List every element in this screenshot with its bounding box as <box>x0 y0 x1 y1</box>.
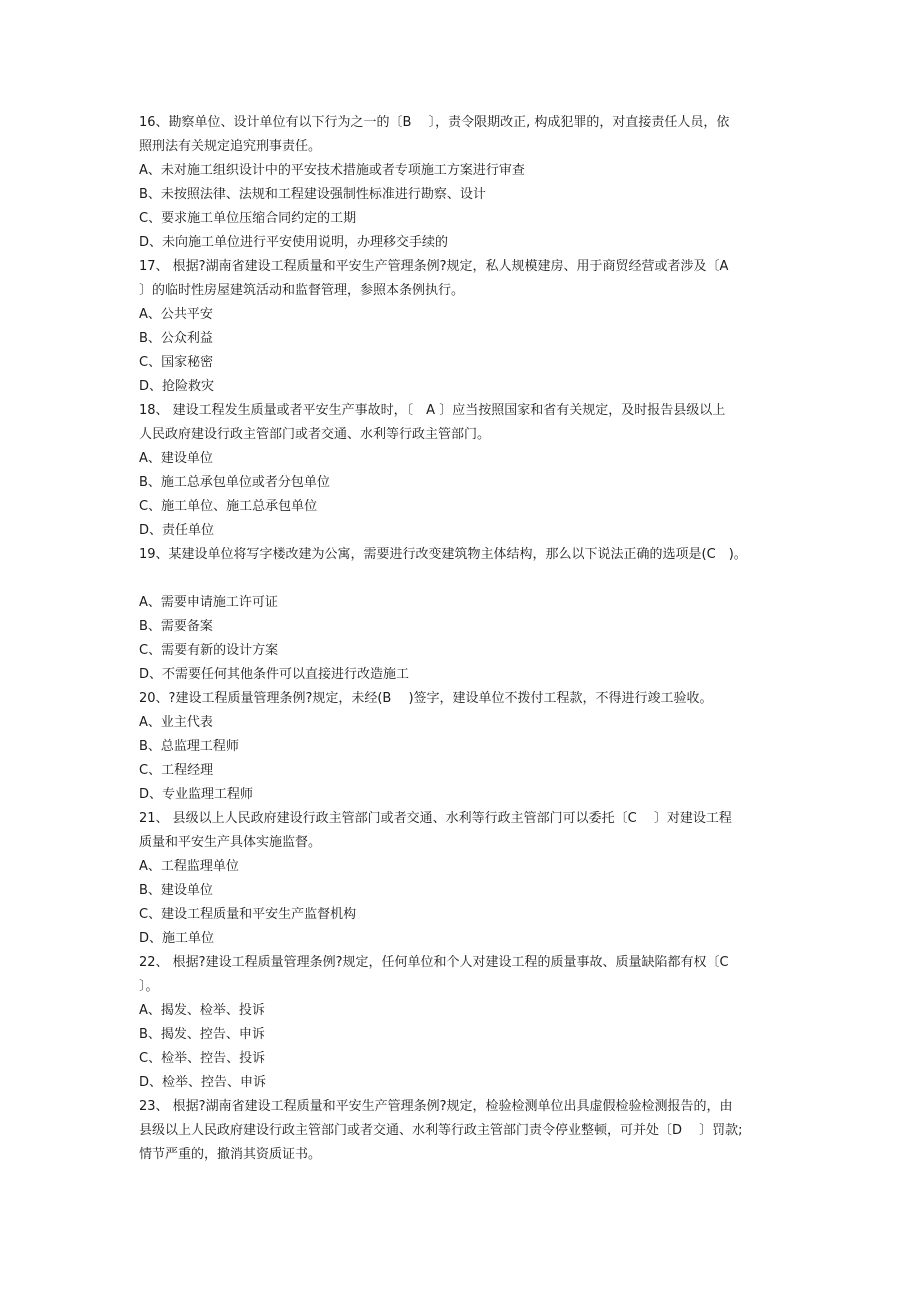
q22-text-line-1: 22、 根据?建设工程质量管理条例?规定，任何单位和个人对建设工程的质量事故、质量缺陷都有权〔C <box>139 955 729 970</box>
q16-text-line-2: 照刑法有关规定追究刑事责任。 <box>139 139 322 154</box>
q18-text-line-1: 18、 建设工程发生质量或者平安生产事故时，〔 A 〕应当按照国家和省有关规定，及时报告县级以上 <box>139 403 726 418</box>
q20-text-line-1: 20、?建设工程质量管理条例?规定，未经(B )签字，建设单位不拨付工程款，不得进行竣工验收。 <box>139 691 713 706</box>
q17-option-c: C、国家秘密 <box>139 355 214 370</box>
q19-option-c: C、需要有新的设计方案 <box>139 643 279 658</box>
q21-option-b: B、建设单位 <box>139 883 213 898</box>
q18-option-d: D、责任单位 <box>139 523 215 538</box>
q22-option-b: B、揭发、控告、申诉 <box>139 1027 265 1042</box>
q20-option-c: C、工程经理 <box>139 763 214 778</box>
q17-text-line-1: 17、 根据?湖南省建设工程质量和平安生产管理条例?规定，私人规模建房、用于商贸经营或者涉及〔A <box>139 259 729 274</box>
q23-text-line-3: 情节严重的，撤消其资质证书。 <box>139 1147 322 1162</box>
q17-option-d: D、抢险救灾 <box>139 379 215 394</box>
q22-option-c: C、检举、控告、投诉 <box>139 1051 266 1066</box>
q19-option-b: B、需要备案 <box>139 619 213 634</box>
q21-option-d: D、施工单位 <box>139 931 215 946</box>
q16-option-d: D、未向施工单位进行平安使用说明，办理移交手续的 <box>139 235 449 250</box>
q17-text-line-2: 〕的临时性房屋建筑活动和监督管理，参照本条例执行。 <box>139 283 465 298</box>
q20-option-d: D、专业监理工程师 <box>139 787 254 802</box>
q16-option-c: C、要求施工单位压缩合同约定的工期 <box>139 211 357 226</box>
q21-text-line-1: 21、 县级以上人民政府建设行政主管部门或者交通、水利等行政主管部门可以委托〔C 〕对建设工程 <box>139 811 732 826</box>
q21-text-line-2: 质量和平安生产具体实施监督。 <box>139 835 322 850</box>
q23-text-line-2: 县级以上人民政府建设行政主管部门或者交通、水利等行政主管部门责令停业整顿，可并处〔D 〕罚款; <box>139 1123 743 1138</box>
q16-option-b: B、未按照法律、法规和工程建设强制性标准进行勘察、设计 <box>139 187 486 202</box>
q19-option-d: D、不需要任何其他条件可以直接进行改造施工 <box>139 667 410 682</box>
q18-option-b: B、施工总承包单位或者分包单位 <box>139 475 330 490</box>
q18-text-line-2: 人民政府建设行政主管部门或者交通、水利等行政主管部门。 <box>139 427 491 442</box>
q22-option-a: A、揭发、检举、投诉 <box>139 1003 265 1018</box>
q20-option-a: A、业主代表 <box>139 715 213 730</box>
q18-option-c: C、施工单位、施工总承包单位 <box>139 499 318 514</box>
q20-option-b: B、总监理工程师 <box>139 739 239 754</box>
q23-text-line-1: 23、 根据?湖南省建设工程质量和平安生产管理条例?规定，检验检测单位出具虚假检验检测报告的，由 <box>139 1099 733 1114</box>
q19-text-line-1: 19、某建设单位将写字楼改建为公寓，需要进行改变建筑物主体结构，那么以下说法正确的选项是(C )。 <box>139 547 747 562</box>
q17-option-b: B、公众利益 <box>139 331 213 346</box>
q19-option-a: A、需要申请施工许可证 <box>139 595 278 610</box>
q21-option-a: A、工程监理单位 <box>139 859 239 874</box>
blank-line <box>139 567 799 591</box>
q16-option-a: A、未对施工组织设计中的平安技术措施或者专项施工方案进行审查 <box>139 163 525 178</box>
q22-option-d: D、检举、控告、申诉 <box>139 1075 267 1090</box>
q21-option-c: C、建设工程质量和平安生产监督机构 <box>139 907 357 922</box>
q18-option-a: A、建设单位 <box>139 451 213 466</box>
q22-text-line-2: 〕。 <box>139 979 159 994</box>
q17-option-a: A、公共平安 <box>139 307 213 322</box>
document-body <box>139 111 799 1167</box>
q16-text-line-1: 16、勘察单位、设计单位有以下行为之一的〔B 〕，责令限期改正, 构成犯罪的，对直接责任人员，依 <box>139 115 730 130</box>
